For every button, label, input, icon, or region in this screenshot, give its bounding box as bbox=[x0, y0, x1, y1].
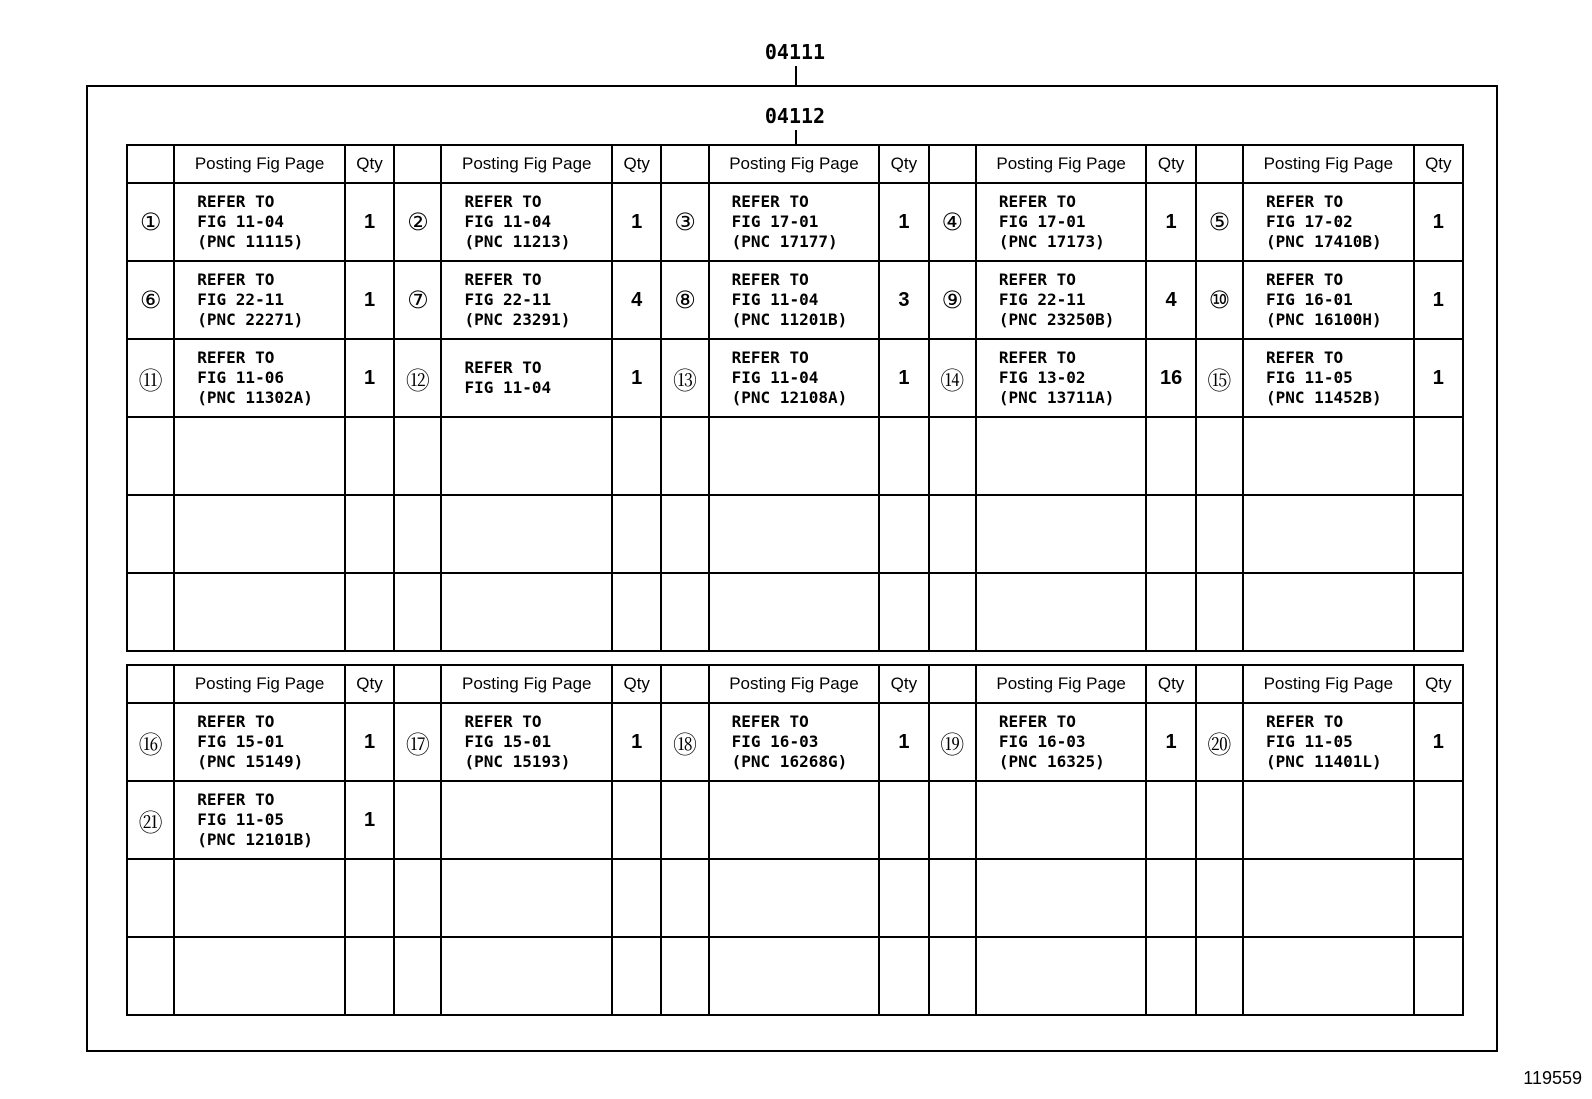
assembly-number-outer: 04111 bbox=[764, 40, 826, 64]
item-number bbox=[661, 495, 708, 573]
posting-fig-reference bbox=[976, 937, 1147, 1015]
reference-line1: REFER TO bbox=[197, 790, 275, 809]
table-row bbox=[127, 937, 1463, 1015]
reference-line1: REFER TO bbox=[731, 348, 809, 367]
posting-fig-reference bbox=[1243, 937, 1414, 1015]
reference-line2: FIG 16-03 bbox=[731, 732, 819, 751]
table-row bbox=[127, 573, 1463, 651]
quantity: 1 bbox=[345, 339, 394, 417]
item-number bbox=[127, 417, 174, 495]
table-row bbox=[127, 859, 1463, 937]
reference-line1: REFER TO bbox=[1266, 270, 1344, 289]
quantity: 1 bbox=[345, 261, 394, 339]
posting-fig-reference bbox=[976, 261, 1147, 339]
item-number: ⑦ bbox=[394, 261, 441, 339]
item-number: ⑥ bbox=[127, 261, 174, 339]
item-number bbox=[1196, 573, 1243, 651]
posting-fig-reference bbox=[976, 781, 1147, 859]
header-number bbox=[1196, 665, 1243, 703]
table-row bbox=[127, 339, 1463, 417]
posting-fig-reference bbox=[1243, 183, 1414, 261]
reference-line3: (PNC 23291) bbox=[464, 310, 571, 329]
item-number bbox=[1196, 937, 1243, 1015]
quantity bbox=[1414, 417, 1463, 495]
item-number: ⑤ bbox=[1196, 183, 1243, 261]
quantity: 1 bbox=[879, 703, 928, 781]
reference-line1: REFER TO bbox=[464, 358, 542, 377]
posting-fig-reference bbox=[1243, 417, 1414, 495]
item-number: ② bbox=[394, 183, 441, 261]
posting-fig-reference bbox=[709, 703, 880, 781]
item-number bbox=[127, 573, 174, 651]
header-posting-fig-page: Posting Fig Page bbox=[976, 145, 1147, 183]
reference-line2: FIG 11-04 bbox=[731, 290, 819, 309]
posting-fig-reference bbox=[441, 859, 612, 937]
quantity: 1 bbox=[1146, 703, 1195, 781]
item-number: ㉑ bbox=[127, 781, 174, 859]
posting-fig-reference bbox=[174, 495, 345, 573]
quantity bbox=[612, 781, 661, 859]
reference-line3: (PNC 16268G) bbox=[731, 752, 848, 771]
reference-line3: (PNC 17173) bbox=[998, 232, 1105, 251]
reference-line2: FIG 11-04 bbox=[464, 378, 552, 397]
header-number bbox=[394, 665, 441, 703]
item-number bbox=[1196, 781, 1243, 859]
quantity: 1 bbox=[879, 339, 928, 417]
quantity: 3 bbox=[879, 261, 928, 339]
quantity bbox=[879, 417, 928, 495]
posting-fig-reference bbox=[441, 183, 612, 261]
header-number bbox=[127, 145, 174, 183]
header-qty: Qty bbox=[1146, 665, 1195, 703]
item-number bbox=[929, 781, 976, 859]
item-number bbox=[661, 417, 708, 495]
posting-fig-reference bbox=[1243, 573, 1414, 651]
item-number bbox=[394, 937, 441, 1015]
item-number: ④ bbox=[929, 183, 976, 261]
item-number: ⑩ bbox=[1196, 261, 1243, 339]
quantity bbox=[879, 937, 928, 1015]
quantity bbox=[612, 937, 661, 1015]
item-number bbox=[127, 495, 174, 573]
item-number bbox=[127, 937, 174, 1015]
header-qty: Qty bbox=[1414, 145, 1463, 183]
item-number: ⑭ bbox=[929, 339, 976, 417]
reference-line2: FIG 13-02 bbox=[998, 368, 1086, 387]
posting-fig-reference bbox=[174, 417, 345, 495]
quantity bbox=[879, 495, 928, 573]
item-number: ⑬ bbox=[661, 339, 708, 417]
reference-line2: FIG 22-11 bbox=[197, 290, 284, 309]
item-number: ⑰ bbox=[394, 703, 441, 781]
item-number bbox=[661, 573, 708, 651]
parts-table-upper bbox=[126, 144, 1464, 652]
item-number bbox=[394, 417, 441, 495]
quantity: 4 bbox=[612, 261, 661, 339]
quantity bbox=[612, 495, 661, 573]
posting-fig-reference bbox=[174, 703, 345, 781]
quantity: 1 bbox=[1146, 183, 1195, 261]
quantity bbox=[879, 781, 928, 859]
header-posting-fig-page: Posting Fig Page bbox=[174, 145, 345, 183]
item-number bbox=[394, 573, 441, 651]
item-number: ⑱ bbox=[661, 703, 708, 781]
quantity: 1 bbox=[345, 183, 394, 261]
reference-line3: (PNC 13711A) bbox=[998, 388, 1115, 407]
table-row bbox=[127, 261, 1463, 339]
table-row bbox=[127, 183, 1463, 261]
reference-line3: (PNC 12101B) bbox=[197, 830, 313, 849]
header-posting-fig-page: Posting Fig Page bbox=[709, 665, 880, 703]
reference-line3: (PNC 11302A) bbox=[197, 388, 313, 407]
reference-line3: (PNC 12108A) bbox=[731, 388, 848, 407]
posting-fig-reference bbox=[174, 859, 345, 937]
reference-line1: REFER TO bbox=[464, 192, 542, 211]
posting-fig-reference bbox=[174, 183, 345, 261]
posting-fig-reference bbox=[1243, 781, 1414, 859]
reference-line3: (PNC 11401L) bbox=[1266, 752, 1382, 771]
posting-fig-reference bbox=[709, 495, 880, 573]
quantity: 1 bbox=[1414, 261, 1463, 339]
posting-fig-reference bbox=[976, 703, 1147, 781]
posting-fig-reference bbox=[976, 183, 1147, 261]
posting-fig-reference bbox=[1243, 339, 1414, 417]
reference-line1: REFER TO bbox=[197, 192, 275, 211]
reference-line1: REFER TO bbox=[998, 192, 1076, 211]
reference-line3: (PNC 23250B) bbox=[998, 310, 1115, 329]
quantity bbox=[345, 495, 394, 573]
quantity bbox=[1146, 937, 1195, 1015]
header-number bbox=[661, 145, 708, 183]
item-number bbox=[929, 859, 976, 937]
header-number bbox=[929, 665, 976, 703]
item-number bbox=[1196, 859, 1243, 937]
posting-fig-reference bbox=[976, 573, 1147, 651]
header-posting-fig-page: Posting Fig Page bbox=[709, 145, 880, 183]
header-qty: Qty bbox=[612, 665, 661, 703]
item-number bbox=[1196, 495, 1243, 573]
reference-line1: REFER TO bbox=[464, 712, 542, 731]
reference-line1: REFER TO bbox=[197, 712, 275, 731]
item-number: ⑯ bbox=[127, 703, 174, 781]
reference-line3: (PNC 17177) bbox=[731, 232, 838, 251]
posting-fig-reference bbox=[441, 573, 612, 651]
reference-line3: (PNC 16100H) bbox=[1266, 310, 1382, 329]
item-number bbox=[394, 781, 441, 859]
reference-line1: REFER TO bbox=[464, 270, 542, 289]
posting-fig-reference bbox=[1243, 703, 1414, 781]
reference-line3: (PNC 11201B) bbox=[731, 310, 848, 329]
reference-line3: (PNC 11115) bbox=[197, 232, 304, 251]
header-row bbox=[127, 145, 1463, 183]
quantity: 1 bbox=[612, 703, 661, 781]
item-number: ⑪ bbox=[127, 339, 174, 417]
item-number bbox=[661, 859, 708, 937]
header-qty: Qty bbox=[345, 665, 394, 703]
header-number bbox=[929, 145, 976, 183]
reference-line1: REFER TO bbox=[731, 712, 809, 731]
quantity: 16 bbox=[1146, 339, 1195, 417]
item-number bbox=[929, 417, 976, 495]
reference-line1: REFER TO bbox=[1266, 712, 1344, 731]
posting-fig-reference bbox=[709, 183, 880, 261]
reference-line2: FIG 11-05 bbox=[1266, 732, 1353, 751]
posting-fig-reference bbox=[709, 339, 880, 417]
header-posting-fig-page: Posting Fig Page bbox=[1243, 145, 1414, 183]
posting-fig-reference bbox=[174, 781, 345, 859]
quantity bbox=[1146, 781, 1195, 859]
item-number bbox=[1196, 417, 1243, 495]
quantity bbox=[1146, 417, 1195, 495]
posting-fig-reference bbox=[441, 495, 612, 573]
item-number: ⑮ bbox=[1196, 339, 1243, 417]
item-number: ③ bbox=[661, 183, 708, 261]
quantity bbox=[1146, 573, 1195, 651]
reference-line1: REFER TO bbox=[998, 270, 1076, 289]
diagram-id: 119559 bbox=[1523, 1068, 1582, 1088]
reference-line2: FIG 11-04 bbox=[464, 212, 552, 231]
header-posting-fig-page: Posting Fig Page bbox=[441, 665, 612, 703]
reference-line1: REFER TO bbox=[197, 348, 275, 367]
table-row bbox=[127, 703, 1463, 781]
reference-line3: (PNC 15149) bbox=[197, 752, 304, 771]
quantity bbox=[345, 937, 394, 1015]
table-row bbox=[127, 417, 1463, 495]
header-number bbox=[127, 665, 174, 703]
quantity bbox=[345, 859, 394, 937]
item-number bbox=[929, 495, 976, 573]
item-number: ① bbox=[127, 183, 174, 261]
reference-line2: FIG 11-04 bbox=[731, 368, 819, 387]
quantity bbox=[1146, 495, 1195, 573]
reference-line1: REFER TO bbox=[998, 348, 1076, 367]
header-posting-fig-page: Posting Fig Page bbox=[976, 665, 1147, 703]
posting-fig-reference bbox=[709, 261, 880, 339]
quantity: 1 bbox=[612, 183, 661, 261]
reference-line2: FIG 11-05 bbox=[1266, 368, 1353, 387]
reference-line1: REFER TO bbox=[998, 712, 1076, 731]
item-number bbox=[394, 495, 441, 573]
posting-fig-reference bbox=[709, 937, 880, 1015]
quantity: 1 bbox=[612, 339, 661, 417]
quantity bbox=[1414, 495, 1463, 573]
item-number: ⑲ bbox=[929, 703, 976, 781]
table-row bbox=[127, 781, 1463, 859]
header-qty: Qty bbox=[612, 145, 661, 183]
item-number bbox=[929, 573, 976, 651]
posting-fig-reference bbox=[174, 261, 345, 339]
quantity: 1 bbox=[1414, 339, 1463, 417]
reference-line2: FIG 11-05 bbox=[197, 810, 284, 829]
item-number bbox=[127, 859, 174, 937]
quantity bbox=[1414, 781, 1463, 859]
posting-fig-reference bbox=[1243, 859, 1414, 937]
posting-fig-reference bbox=[441, 703, 612, 781]
posting-fig-reference bbox=[976, 495, 1147, 573]
posting-fig-reference bbox=[1243, 495, 1414, 573]
header-qty: Qty bbox=[1414, 665, 1463, 703]
parts-table-lower bbox=[126, 664, 1464, 1016]
posting-fig-reference bbox=[441, 261, 612, 339]
posting-fig-reference bbox=[441, 937, 612, 1015]
posting-fig-reference bbox=[976, 859, 1147, 937]
quantity bbox=[1146, 859, 1195, 937]
quantity: 4 bbox=[1146, 261, 1195, 339]
posting-fig-reference bbox=[976, 417, 1147, 495]
posting-fig-reference bbox=[174, 339, 345, 417]
reference-line3: (PNC 11213) bbox=[464, 232, 571, 251]
posting-fig-reference bbox=[976, 339, 1147, 417]
reference-line2: FIG 17-01 bbox=[731, 212, 819, 231]
reference-line2: FIG 15-01 bbox=[197, 732, 284, 751]
quantity: 1 bbox=[1414, 703, 1463, 781]
quantity bbox=[345, 573, 394, 651]
posting-fig-reference bbox=[709, 781, 880, 859]
item-number bbox=[394, 859, 441, 937]
quantity: 1 bbox=[879, 183, 928, 261]
header-posting-fig-page: Posting Fig Page bbox=[174, 665, 345, 703]
reference-line1: REFER TO bbox=[1266, 348, 1344, 367]
reference-line2: FIG 17-02 bbox=[1266, 212, 1353, 231]
reference-line3: (PNC 11452B) bbox=[1266, 388, 1382, 407]
item-number: ⑫ bbox=[394, 339, 441, 417]
leader-line-outer bbox=[795, 66, 797, 86]
reference-line2: FIG 15-01 bbox=[464, 732, 552, 751]
posting-fig-reference bbox=[174, 937, 345, 1015]
item-number: ⑨ bbox=[929, 261, 976, 339]
quantity bbox=[612, 417, 661, 495]
quantity bbox=[612, 573, 661, 651]
reference-line2: FIG 17-01 bbox=[998, 212, 1086, 231]
reference-line1: REFER TO bbox=[1266, 192, 1344, 211]
quantity bbox=[879, 573, 928, 651]
table-row bbox=[127, 495, 1463, 573]
reference-line2: FIG 22-11 bbox=[998, 290, 1086, 309]
quantity bbox=[345, 417, 394, 495]
reference-line2: FIG 16-01 bbox=[1266, 290, 1353, 309]
header-qty: Qty bbox=[345, 145, 394, 183]
quantity: 1 bbox=[1414, 183, 1463, 261]
header-qty: Qty bbox=[1146, 145, 1195, 183]
reference-line2: FIG 11-04 bbox=[197, 212, 284, 231]
reference-line1: REFER TO bbox=[731, 270, 809, 289]
header-posting-fig-page: Posting Fig Page bbox=[441, 145, 612, 183]
assembly-number-inner: 04112 bbox=[764, 104, 826, 128]
posting-fig-reference bbox=[441, 781, 612, 859]
reference-line3: (PNC 22271) bbox=[197, 310, 304, 329]
reference-line3: (PNC 17410B) bbox=[1266, 232, 1382, 251]
quantity bbox=[1414, 573, 1463, 651]
reference-line2: FIG 11-06 bbox=[197, 368, 284, 387]
header-number bbox=[1196, 145, 1243, 183]
quantity bbox=[1414, 937, 1463, 1015]
quantity bbox=[879, 859, 928, 937]
header-qty: Qty bbox=[879, 665, 928, 703]
reference-line1: REFER TO bbox=[731, 192, 809, 211]
item-number: ⑳ bbox=[1196, 703, 1243, 781]
item-number: ⑧ bbox=[661, 261, 708, 339]
posting-fig-reference bbox=[441, 339, 612, 417]
reference-line2: FIG 16-03 bbox=[998, 732, 1086, 751]
header-number bbox=[394, 145, 441, 183]
posting-fig-reference bbox=[709, 859, 880, 937]
reference-line1: REFER TO bbox=[197, 270, 275, 289]
header-row bbox=[127, 665, 1463, 703]
quantity bbox=[1414, 859, 1463, 937]
reference-line3: (PNC 16325) bbox=[998, 752, 1105, 771]
posting-fig-reference bbox=[709, 573, 880, 651]
posting-fig-reference bbox=[174, 573, 345, 651]
reference-line3: (PNC 15193) bbox=[464, 752, 571, 771]
item-number bbox=[661, 781, 708, 859]
quantity bbox=[612, 859, 661, 937]
reference-line2: FIG 22-11 bbox=[464, 290, 552, 309]
item-number bbox=[661, 937, 708, 1015]
posting-fig-reference bbox=[441, 417, 612, 495]
header-qty: Qty bbox=[879, 145, 928, 183]
posting-fig-reference bbox=[1243, 261, 1414, 339]
posting-fig-reference bbox=[709, 417, 880, 495]
item-number bbox=[929, 937, 976, 1015]
quantity: 1 bbox=[345, 703, 394, 781]
header-number bbox=[661, 665, 708, 703]
quantity: 1 bbox=[345, 781, 394, 859]
header-posting-fig-page: Posting Fig Page bbox=[1243, 665, 1414, 703]
